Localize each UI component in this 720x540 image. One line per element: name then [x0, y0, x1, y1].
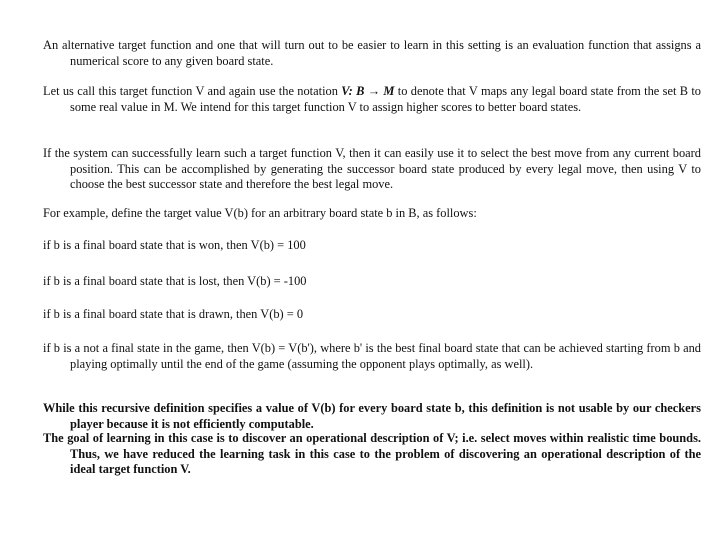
- rule-not-final: if b is a not a final state in the game, then V(b) = V(b'), where b' is the best final board state that can be achieved starting from b and playing optimally until the end of the game (assuming the opponent plays optimally, as well).: [43, 341, 701, 371]
- rule-won: if b is a final board state that is won, then V(b) = 100: [43, 238, 306, 252]
- notation-intro-text: Let us call this target function V and again use the notation: [43, 84, 342, 98]
- paragraph-define-target-value: For example, define the target value V(b) for an arbitrary board state b in B, as follows:: [43, 206, 477, 220]
- paragraph-select-best-move: If the system can successfully learn such a target function V, then it can easily use it to select the best move from any current board position. This can be accomplished by generating the successor board state produced by every legal move, then using V to choose the best successor state and therefore the best legal move.: [43, 146, 701, 191]
- rule-drawn: if b is a final board state that is drawn, then V(b) = 0: [43, 307, 304, 321]
- paragraph-learning-goal: The goal of learning in this case is to discover an operational description of V; i.e. select moves within realistic time bounds. Thus, we have reduced the learning task in this case to the problem of discovering an operational description of the ideal target function V.: [43, 431, 701, 476]
- paragraph-recursive-definition: While this recursive definition specifies a value of V(b) for every board state b, this definition is not usable by our checkers player because it is not efficiently computable.: [43, 401, 701, 431]
- notation-math: V: B → M: [341, 84, 395, 98]
- paragraph-target-function-notation: [43, 84, 701, 115]
- rule-lost: if b is a final board state that is lost, then V(b) = -100: [43, 274, 307, 288]
- notation-rest-text: to denote that V maps any legal board state from the set B to some real value in M. We intend for this target function V to assign higher scores to better board states.: [70, 84, 702, 114]
- paragraph-evaluation-function: An alternative target function and one that will turn out to be easier to learn in this setting is an evaluation function that assigns a numerical score to any given board state.: [43, 38, 701, 68]
